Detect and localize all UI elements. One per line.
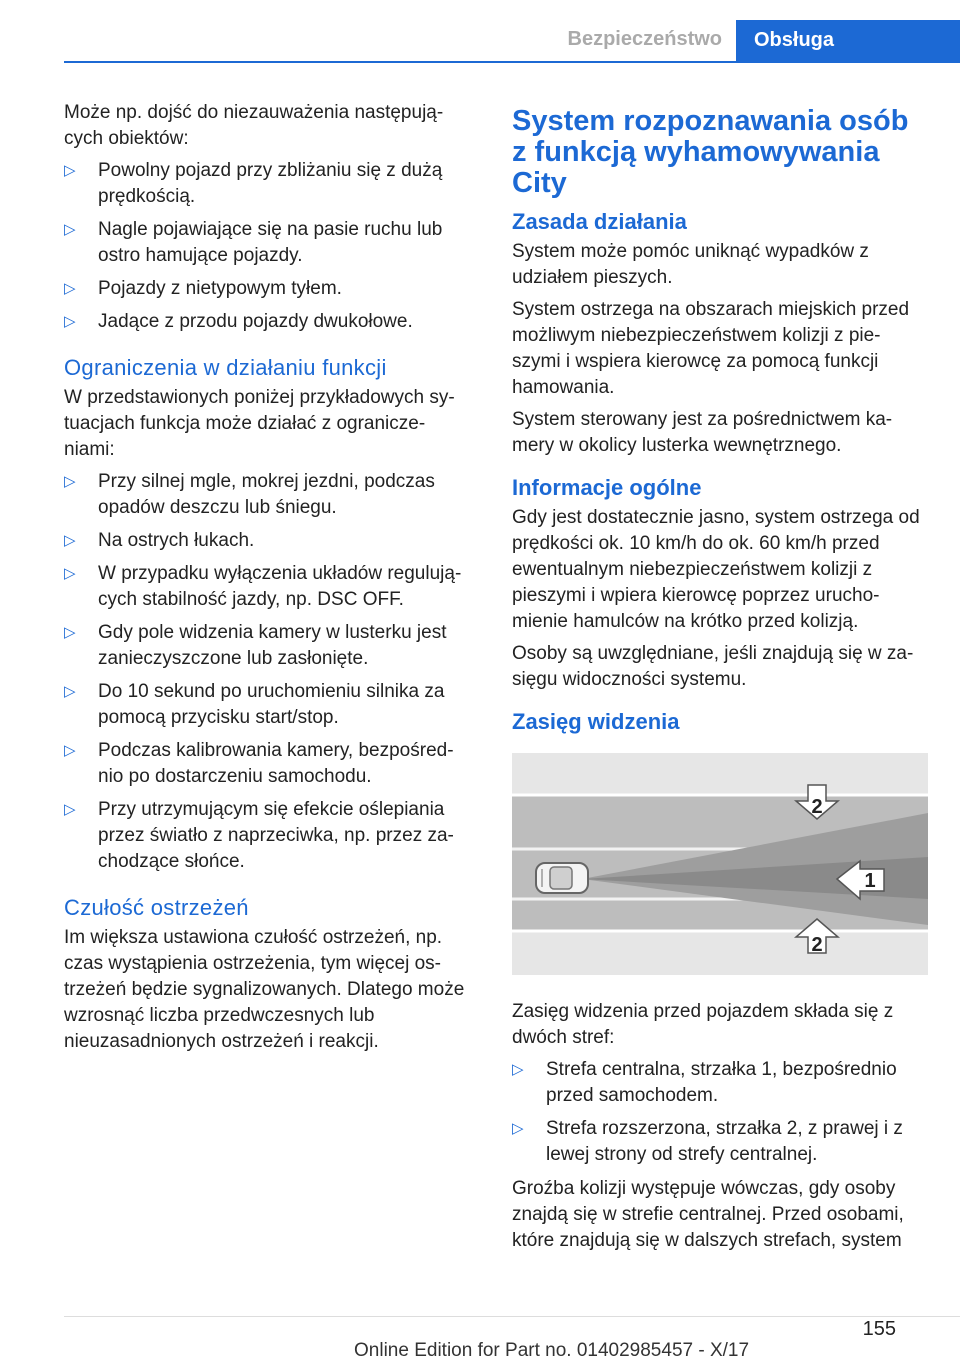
list-item: ▷ Do 10 sekund po uruchomieniu silnika za pomocą przycisku start/stop. [64,681,445,728]
list-item: ▷ Strefa centralna, strzałka 1, bezpośrednio przed samochodem. [512,1059,897,1106]
arrow-label-top: 2 [811,796,823,818]
zones-list [512,1057,930,1168]
triangle-bullet-icon: ▷ [64,565,76,582]
triangle-bullet-icon: ▷ [64,313,76,330]
triangle-bullet-icon: ▷ [64,532,76,549]
limits-intro: W przedstawionych poniżej przykładowych sy‐ tuacjach funkcja może działać z ogranicze‐ niami: [64,387,455,460]
range-heading: Zasięg widzenia [512,709,680,734]
list-item: ▷ Na ostrych łukach. [64,528,480,554]
list-item: ▷ Nagle pojawiające się na pasie ruchu lub ostro hamujące pojazdy. [64,219,443,266]
page-number: 155 [862,1318,896,1340]
list-item: ▷ Gdy pole widzenia kamery w lusterku jest zanieczyszczone lub zasłonięte. [64,622,447,669]
arrow-label-center: 1 [864,870,876,892]
triangle-bullet-icon: ▷ [64,742,76,759]
range-intro: Zasięg widzenia przed pojazdem składa się z dwóch stref: [512,1001,894,1048]
detection-range-figure [512,753,928,975]
triangle-bullet-icon: ▷ [64,280,76,297]
header-rule [64,61,960,63]
principle-paragraph: System sterowany jest za pośrednictwem ka‐ mery w okolicy lusterka wewnętrznego. [512,409,893,456]
footer-rule [64,1316,960,1317]
general-paragraph: Gdy jest dostatecznie jasno, system ostrzega od prędkości ok. 10 km/h do ok. 60 km/h przed ewentualnym niebezpieczeństwem kolizji z pieszymi i wpiera kierowcę poprzez urucho‐ mienie hamulców na krótko przed kolizją. [512,507,920,632]
general-paragraph: Osoby są uwzględniane, jeśli znajdują się w za‐ sięgu widoczności systemu. [512,643,914,690]
section-title: System rozpoznawania osób z funkcją wyhamowywania City [512,105,909,199]
triangle-bullet-icon: ▷ [64,221,76,238]
objects-list [64,158,480,335]
triangle-bullet-icon: ▷ [64,624,76,641]
header-bar [0,0,960,62]
principle-paragraph: System może pomóc uniknąć wypadków z udziałem pieszych. [512,241,869,288]
limits-heading: Ograniczenia w działaniu funkcji [64,355,387,380]
list-item: ▷ Jadące z przodu pojazdy dwukołowe. [64,309,480,335]
list-item: ▷ Przy utrzymującym się efekcie oślepiania przez światło z naprzeciwka, np. przez za‐ chodzące słońce. [64,799,454,872]
triangle-bullet-icon: ▷ [64,801,76,818]
chapter-tab: Obsługa [736,20,960,62]
triangle-bullet-icon: ▷ [64,683,76,700]
section-label: Bezpieczeństwo [567,28,722,50]
car-icon [536,863,588,893]
list-item: ▷ Podczas kalibrowania kamery, bezpośred‐ nio po dostarczeniu samochodu. [64,740,454,787]
list-item: ▷ Powolny pojazd przy zbliżaniu się z dużą prędkością. [64,160,443,207]
edition-footer: Online Edition for Part no. 01402985457 - X/17 [354,1340,750,1361]
list-item: ▷ W przypadku wyłączenia układów regulują‐ cych stabilność jazdy, np. DSC OFF. [64,563,462,610]
triangle-bullet-icon: ▷ [64,473,76,490]
sensitivity-heading: Czułość ostrzeżeń [64,895,249,920]
limits-list [64,469,480,875]
triangle-bullet-icon: ▷ [64,162,76,179]
sensitivity-paragraph: Im większa ustawiona czułość ostrzeżeń, np. czas wystąpienia ostrzeżenia, tym więcej os‐ trzeżeń będzie sygnalizowanych. Dlatego może wzrosnąć liczba przedwczesnych lub nieuzasadnionych ostrzeżeń i reakcji. [64,927,465,1052]
list-item: ▷ Strefa rozszerzona, strzałka 2, z prawej i z lewej strony od strefy centralnej. [512,1118,903,1165]
intro-paragraph: Może np. dojść do niezauważenia następują‐ cych obiektów: [64,102,444,149]
triangle-bullet-icon: ▷ [512,1120,524,1137]
range-end-paragraph: Groźba kolizji występuje wówczas, gdy osoby znajdą się w strefie centralnej. Przed osobami, które znajdują się w dalszych strefach, system [512,1178,904,1251]
general-heading: Informacje ogólne [512,475,702,500]
arrow-label-bottom: 2 [811,934,823,956]
principle-paragraph: System ostrzega na obszarach miejskich przed możliwym niebezpieczeństwem kolizji z pie‐ szymi i wspiera kierowcę za pomocą funkcji hamowania. [512,299,910,398]
list-item: ▷ Przy silnej mgle, mokrej jezdni, podczas opadów deszczu lub śniegu. [64,471,435,518]
triangle-bullet-icon: ▷ [512,1061,524,1078]
principle-heading: Zasada działania [512,209,687,234]
left-column [64,100,480,1061]
right-column [512,100,930,1260]
list-item: ▷ Pojazdy z nietypowym tyłem. [64,276,480,302]
